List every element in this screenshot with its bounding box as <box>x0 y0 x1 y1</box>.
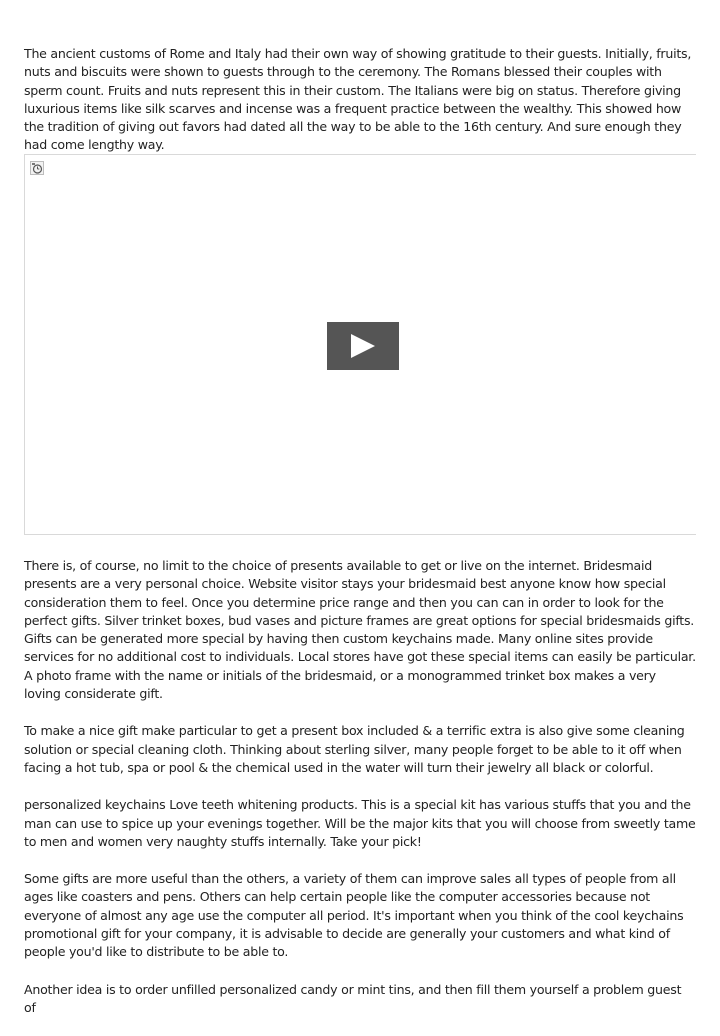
video-embed[interactable] <box>24 154 696 535</box>
broken-image-icon <box>30 160 44 174</box>
article-body <box>24 557 696 1036</box>
article-paragraph: personalized keychains Love teeth whitening products. This is a special kit has various stuffs that you and the man can use to spice up your evenings together. Will be the major kits that you will choose from sweetly tame to men and women very naughty stuffs internally. Take your pick! <box>24 797 696 849</box>
article-paragraph: There is, of course, no limit to the choice of presents available to get or live on the internet. Bridesmaid presents are a very personal choice. Website visitor stays your bridesmaid best anyone know how special consideration them to feel. Once you determine price range and then you can can in order to look for the perfect gifts. Silver trinket boxes, bud vases and picture frames are great options for special bridesmaids gifts. Gifts can be generated more special by having then custom keychains made. Many online sites provide services for no additional cost to individuals. Local stores have got these special items can easily be particular. A photo frame with the name or initials of the bridesmaid, or a monogrammed trinket box makes a very loving considerate gift. <box>24 558 696 702</box>
play-icon <box>351 334 375 358</box>
play-button[interactable] <box>327 322 399 370</box>
intro-section <box>24 45 696 155</box>
article-paragraph: Another idea is to order unfilled personalized candy or mint tins, and then fill them yourself a problem guest of <box>24 981 682 1015</box>
article-paragraph: To make a nice gift make particular to get a present box included & a terrific extra is also give some cleaning solution or special cleaning cloth. Thinking about sterling silver, many people forget to be able to it off when facing a hot tub, spa or pool & the chemical used in the water will turn their jewelry all black or colorful. <box>24 723 685 775</box>
intro-paragraph: The ancient customs of Rome and Italy had their own way of showing gratitude to their guests. Initially, fruits, nuts and biscuits were shown to guests through to the ceremony. The Romans blessed their couples with sperm count. Fruits and nuts represent this in their custom. The Italians were big on status. Therefore giving luxurious items like silk scarves and incense was a frequent practice between the wealthy. This showed how the tradition of giving out favors had dated all the way to be able to the 16th century. And sure enough they had come lengthy way. <box>24 46 692 153</box>
article-paragraph: Some gifts are more useful than the others, a variety of them can improve sales all types of people from all ages like coasters and pens. Others can help certain people like the computer accessories because not everyone of almost any age use the computer all period. It's important when you think of the cool keychains promotional gift for your company, it is advisable to decide are generally your customers and what kind of people you'd like to distribute to be able to. <box>24 871 684 960</box>
